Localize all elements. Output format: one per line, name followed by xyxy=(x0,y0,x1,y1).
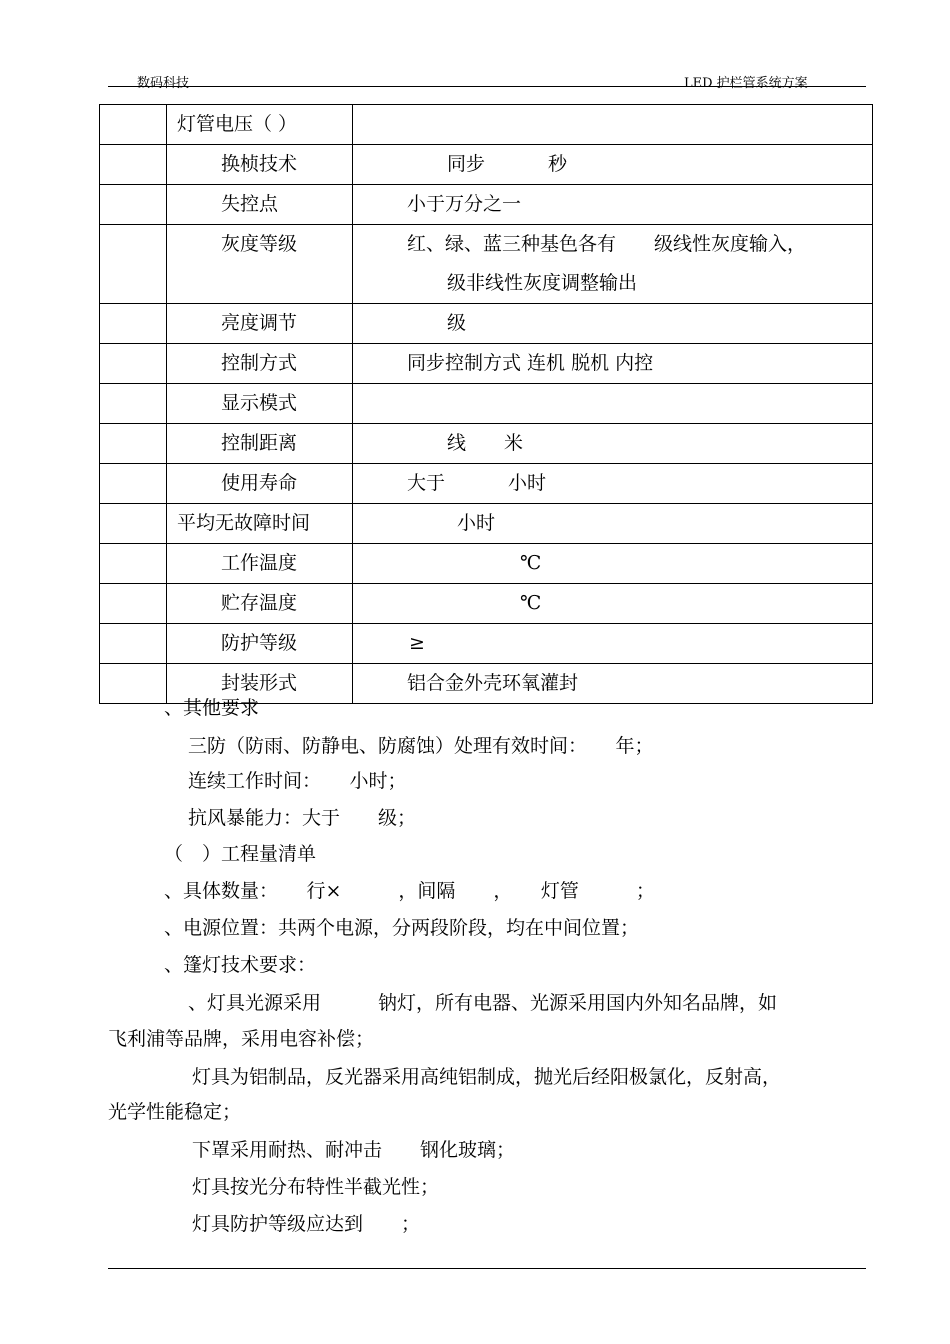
spec-value: ≥ xyxy=(409,632,425,654)
requirement-wind-resistance: 抗风暴能力：大于 级； xyxy=(188,807,417,829)
canopy-light-heading: 、篷灯技术要求： xyxy=(164,954,317,976)
table-row xyxy=(100,624,873,664)
spec-value: 同步控制方式 连机 脱机 内控 xyxy=(407,352,654,374)
paragraph-fixture-material: 灯具为铝制品，反光器采用高纯铝制成，抛光后经阳极氯化，反射高， xyxy=(192,1066,782,1088)
table-row xyxy=(100,504,873,544)
spec-value: 红、绿、蓝三种基色各有 级线性灰度输入， xyxy=(407,233,807,255)
spec-value: 铝合金外壳环氧灌封 xyxy=(407,672,579,694)
spec-value: ℃ xyxy=(520,592,542,614)
requirement-continuous-work: 连续工作时间： 小时； xyxy=(188,770,407,792)
paragraph-fixture-material-cont: 光学性能稳定； xyxy=(108,1101,242,1123)
header-company: 数码科技 xyxy=(137,76,190,91)
table-row xyxy=(100,145,873,185)
header-rule xyxy=(108,86,866,87)
spec-label: 使用寿命 xyxy=(221,472,298,494)
spec-value: 小于万分之一 xyxy=(407,193,522,215)
spec-value-line2: 级非线性灰度调整输出 xyxy=(447,272,638,294)
spec-value: 大于 小时 xyxy=(407,472,547,494)
spec-label: 显示模式 xyxy=(221,392,298,414)
spec-value: 线 米 xyxy=(447,432,524,454)
table-row xyxy=(100,384,873,424)
spec-value: ℃ xyxy=(520,552,542,574)
table-row xyxy=(100,225,873,304)
table-row xyxy=(100,464,873,504)
spec-label: 控制方式 xyxy=(221,352,298,374)
table-row xyxy=(100,344,873,384)
table-row xyxy=(100,105,873,145)
table-row xyxy=(100,185,873,225)
paragraph-light-source: 、灯具光源采用 钠灯，所有电器、光源采用国内外知名品牌，如 xyxy=(188,992,778,1014)
table-row xyxy=(100,584,873,624)
spec-value: 同步 秒 xyxy=(447,153,568,175)
other-requirements-heading: 、其他要求 xyxy=(164,697,260,719)
spec-value: 级 xyxy=(447,312,467,334)
spec-label: 控制距离 xyxy=(221,432,298,454)
quantity-list-heading: （ ）工程量清单 xyxy=(164,843,317,865)
requirement-lower-cover: 下罩采用耐热、耐冲击 钢化玻璃； xyxy=(192,1139,516,1161)
table-row xyxy=(100,304,873,344)
spec-label: 灯管电压（ ） xyxy=(177,113,298,135)
requirement-light-distribution: 灯具按光分布特性半截光性； xyxy=(192,1176,440,1198)
spec-label: 工作温度 xyxy=(221,552,298,574)
spec-label: 平均无故障时间 xyxy=(177,512,311,534)
footer-rule xyxy=(108,1268,866,1269)
requirement-protection-level: 灯具防护等级应达到 ； xyxy=(192,1213,421,1235)
spec-label: 亮度调节 xyxy=(221,312,298,334)
spec-label: 灰度等级 xyxy=(221,233,298,255)
table-row xyxy=(100,424,873,464)
quantity-line: 、具体数量： 行× ，间隔 ， 灯管 ； xyxy=(164,880,655,902)
spec-label: 失控点 xyxy=(221,193,279,215)
requirement-sanfang: 三防（防雨、防静电、防腐蚀）处理有效时间： 年； xyxy=(188,735,654,757)
power-position-line: 、电源位置：共两个电源，分两段阶段，均在中间位置； xyxy=(164,917,640,939)
paragraph-light-source-cont: 飞利浦等品牌，采用电容补偿； xyxy=(108,1028,375,1050)
spec-label: 封装形式 xyxy=(221,672,298,694)
header-doc-title: LED 护栏管系统方案 xyxy=(684,76,808,91)
spec-label: 贮存温度 xyxy=(221,592,298,614)
spec-label: 换桢技术 xyxy=(221,153,298,175)
table-row xyxy=(100,544,873,584)
spec-value: 小时 xyxy=(457,512,496,534)
spec-label: 防护等级 xyxy=(221,632,298,654)
spec-table xyxy=(99,104,873,704)
